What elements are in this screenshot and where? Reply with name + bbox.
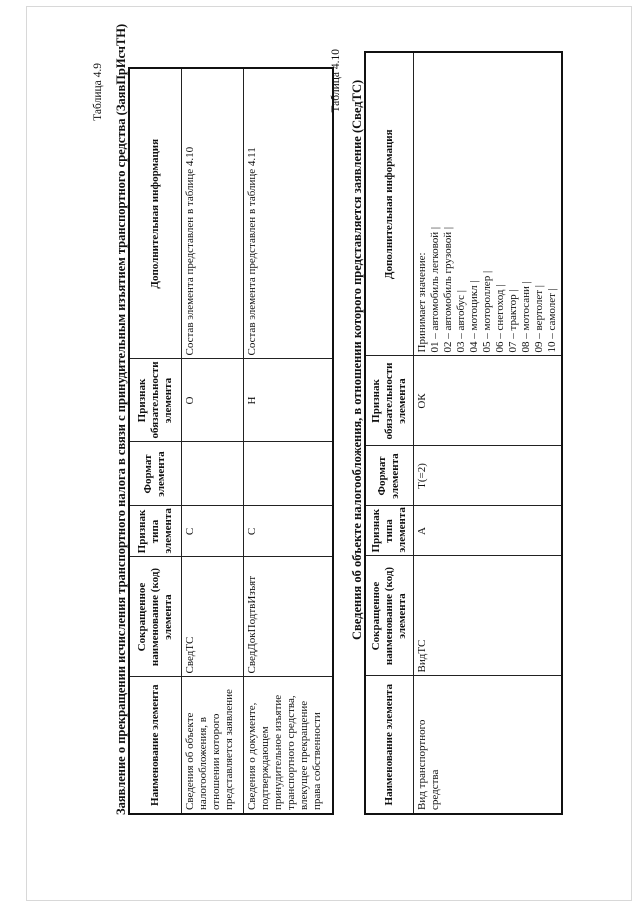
cell-code: ВидТС — [413, 556, 562, 676]
cell-info: Состав элемента представлен в таблице 4.10 — [181, 68, 243, 359]
list-item: 10 – самолет | — [545, 288, 558, 353]
list-item: 04 – мотоцикл | — [467, 280, 480, 353]
header-type: Признак типа элемента — [365, 506, 413, 556]
table-4-9-header-row — [129, 68, 181, 814]
list-item: 03 – автобус | — [454, 290, 467, 353]
cell-info — [413, 52, 562, 356]
cell-required: Н — [243, 359, 333, 442]
table-4-10-title: Сведения об объекте налогообложения, в отношении которого представляется заявление (СведТС) — [350, 79, 364, 640]
cell-format — [243, 442, 333, 506]
cell-code: СведТС — [181, 557, 243, 677]
header-format: Формат элемента — [365, 446, 413, 506]
cell-type: С — [243, 506, 333, 557]
table-4-9 — [128, 67, 334, 815]
cell-name: Вид транспортного средства — [413, 676, 562, 814]
table-4-9-label: Таблица 4.9 — [92, 63, 104, 121]
cell-name: Сведения об объекте налогообложения, в отношении которого представляется заявление — [181, 677, 243, 814]
header-required: Признак обязательности элемента — [129, 359, 181, 442]
list-item: 06 – снегоход | — [493, 284, 506, 353]
cell-code: СведДокПодтвИзъят — [243, 557, 333, 677]
table-row — [181, 68, 243, 814]
header-info: Дополнительная информация — [129, 68, 181, 359]
cell-required: О — [181, 359, 243, 442]
header-code: Сокращенное наименование (код) элемента — [365, 556, 413, 676]
cell-name: Сведения о документе, подтверждающем принудительное изъятие транспортного средства, влекущее прекращение права собственности — [243, 677, 333, 814]
cell-type: С — [181, 506, 243, 557]
list-item: 01 – автомобиль легковой | — [428, 226, 441, 353]
cell-required: ОК — [413, 356, 562, 446]
cell-info: Состав элемента представлен в таблице 4.11 — [243, 68, 333, 359]
header-name: Наименование элемента — [129, 677, 181, 814]
list-item: 02 – автомобиль грузовой | — [441, 226, 454, 353]
table-4-10-label: Таблица 4.10 — [330, 49, 342, 113]
header-format: Формат элемента — [129, 442, 181, 506]
list-item: 09 – вертолет | — [532, 284, 545, 353]
cell-type: А — [413, 506, 562, 556]
table-row — [243, 68, 333, 814]
header-name: Наименование элемента — [365, 676, 413, 814]
list-item: 08 – мотосани | — [519, 281, 532, 353]
header-type: Признак типа элемента — [129, 506, 181, 557]
table-4-10 — [364, 51, 563, 815]
header-code: Сокращенное наименование (код) элемента — [129, 557, 181, 677]
cell-format: Т(=2) — [413, 446, 562, 506]
list-item: 07 – трактор | — [506, 289, 519, 353]
cell-format — [181, 442, 243, 506]
table-4-9-title: Заявление о прекращении исчисления транспортного налога в связи с принудительным изъятием транспортного средства (ЗаявПрИсчТН) — [114, 23, 128, 815]
list-item: 05 – мотороллер | — [480, 270, 493, 353]
info-intro: Принимает значение: — [415, 252, 428, 353]
table-4-10-header-row — [365, 52, 413, 814]
header-info: Дополнительная информация — [365, 52, 413, 356]
header-required: Признак обязательности элемента — [365, 356, 413, 446]
table-row — [413, 52, 562, 814]
